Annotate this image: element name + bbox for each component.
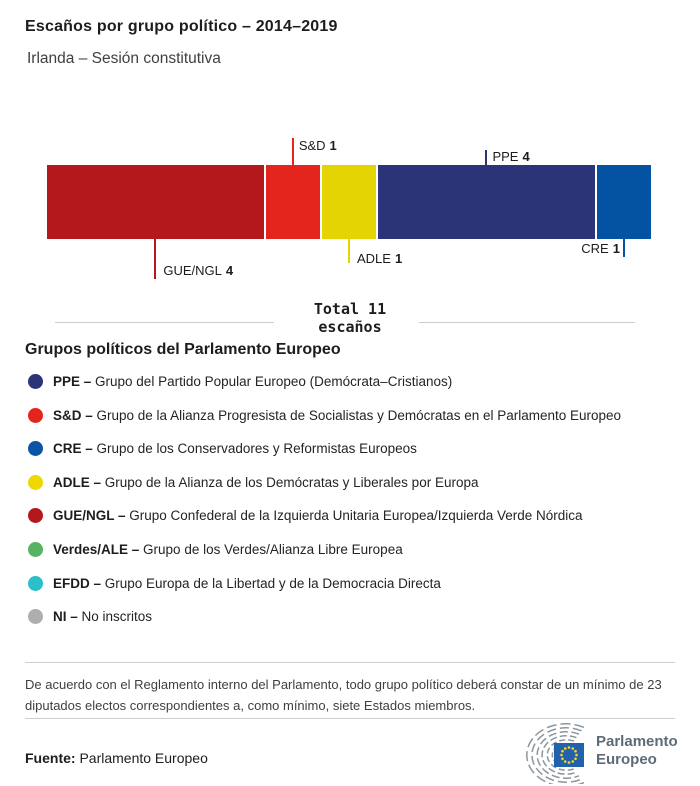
bar-label-group: S&D <box>298 138 326 153</box>
tick-ppe <box>485 150 487 165</box>
legend-group-name: Grupo de la Alianza de los Demócratas y Liberales por Europa <box>104 474 479 490</box>
source-label: Fuente: <box>25 750 76 766</box>
bar-label-group: ADLE <box>357 251 391 266</box>
source-line <box>25 750 208 766</box>
total-seats-label <box>275 301 425 336</box>
legend-label <box>53 408 621 423</box>
bar-label-gue-ngl <box>163 263 233 278</box>
bar-label-ppe <box>492 149 529 164</box>
legend-label <box>53 576 441 591</box>
bar-label-adle <box>357 251 402 266</box>
divider-line-right <box>419 322 635 323</box>
legend-label <box>53 508 583 523</box>
bar-label-seats: 1 <box>612 241 620 256</box>
bar-label-seats: 4 <box>522 149 530 164</box>
legend-group-name: Grupo de la Alianza Progresista de Socialistas y Demócratas en el Parlamento Europeo <box>96 407 622 423</box>
page-subtitle: Irlanda – Sesión constitutiva <box>27 50 221 67</box>
legend-dot-cre <box>28 441 43 456</box>
legend-group-name: Grupo Europa de la Libertad y de la Democracia Directa <box>104 575 441 591</box>
european-parliament-logo-icon <box>514 720 600 784</box>
bar-segment-s-d <box>266 165 320 239</box>
legend-dot-adle <box>28 475 43 490</box>
tick-gue-ngl <box>154 239 156 279</box>
logo-wordmark-line1: Parlamento <box>596 733 678 750</box>
legend-dot-s-d <box>28 408 43 423</box>
legend-abbr: PPE – <box>53 374 96 389</box>
tick-adle <box>348 239 350 263</box>
page-title: Escaños por grupo político – 2014–2019 <box>25 18 338 35</box>
legend-group-name: Grupo de los Verdes/Alianza Libre Europea <box>143 541 403 557</box>
legend-dot-gue-ngl <box>28 508 43 523</box>
legend-abbr: S&D – <box>53 407 97 423</box>
legend-abbr: Verdes/ALE – <box>53 541 144 557</box>
source-value: Parlamento Europeo <box>79 750 208 766</box>
divider-line-left <box>55 322 274 323</box>
legend-heading: Grupos políticos del Parlamento Europeo <box>25 341 341 358</box>
footer-rule-top <box>25 662 675 663</box>
legend-dot-verdes-ale <box>28 542 43 557</box>
legend-item-adle <box>28 475 621 490</box>
bar-label-cre <box>581 241 620 256</box>
legend-list <box>28 374 621 643</box>
legend-abbr: ADLE – <box>53 474 105 490</box>
bar-label-s-d <box>299 138 337 153</box>
bar-label-seats: 1 <box>394 251 403 266</box>
bar-label-seats: 4 <box>225 263 234 278</box>
bar-segment-ppe <box>378 165 595 239</box>
tick-s-d <box>292 138 294 165</box>
legend-abbr: EFDD – <box>53 575 105 591</box>
bar-label-group: GUE/NGL <box>163 263 222 278</box>
legend-group-name: Grupo de los Conservadores y Reformistas Europeos <box>96 441 417 457</box>
tick-cre <box>623 239 625 257</box>
bar-label-group: PPE <box>492 149 519 164</box>
legend-item-efdd <box>28 576 621 591</box>
legend-item-ppe <box>28 374 621 389</box>
legend-abbr: GUE/NGL – <box>53 508 130 524</box>
legend-label <box>53 542 403 557</box>
bar-segment-gue-ngl <box>47 165 264 239</box>
legend-label <box>53 609 152 624</box>
legend-label <box>53 374 452 389</box>
legend-item-gue-ngl <box>28 508 621 523</box>
bar-label-group: CRE <box>581 241 609 256</box>
footer-rule-bottom <box>25 718 675 719</box>
legend-label <box>53 441 417 456</box>
legend-dot-ni <box>28 609 43 624</box>
logo-wordmark-line2: Europeo <box>596 751 657 768</box>
legend-dot-ppe <box>28 374 43 389</box>
bar-segment-adle <box>322 165 376 239</box>
bar-label-seats: 1 <box>329 138 337 153</box>
legend-abbr: CRE – <box>53 441 97 457</box>
legend-dot-efdd <box>28 576 43 591</box>
legend-item-verdes-ale <box>28 542 621 557</box>
logo-wordmark <box>596 733 678 769</box>
legend-group-name: No inscritos <box>81 609 153 625</box>
total-seats-line1: Total 11 <box>313 300 387 318</box>
legend-item-s-d <box>28 408 621 423</box>
legend-group-name: Grupo del Partido Popular Europeo (Demócrata–Cristianos) <box>95 374 453 389</box>
legend-group-name: Grupo Confederal de la Izquierda Unitaria Europea/Izquierda Verde Nórdica <box>129 508 583 524</box>
total-seats-line2: escaños <box>318 317 382 336</box>
footnote: De acuerdo con el Reglamento interno del Parlamento, todo grupo político deberá constar de un mínimo de 23 diputados electos correspondientes a, como mínimo, siete Estados miembros. <box>25 677 662 713</box>
legend-item-ni <box>28 609 621 624</box>
legend-item-cre <box>28 441 621 456</box>
legend-abbr: NI – <box>53 609 82 625</box>
legend-label <box>53 475 478 490</box>
bar-segment-cre <box>597 165 651 239</box>
